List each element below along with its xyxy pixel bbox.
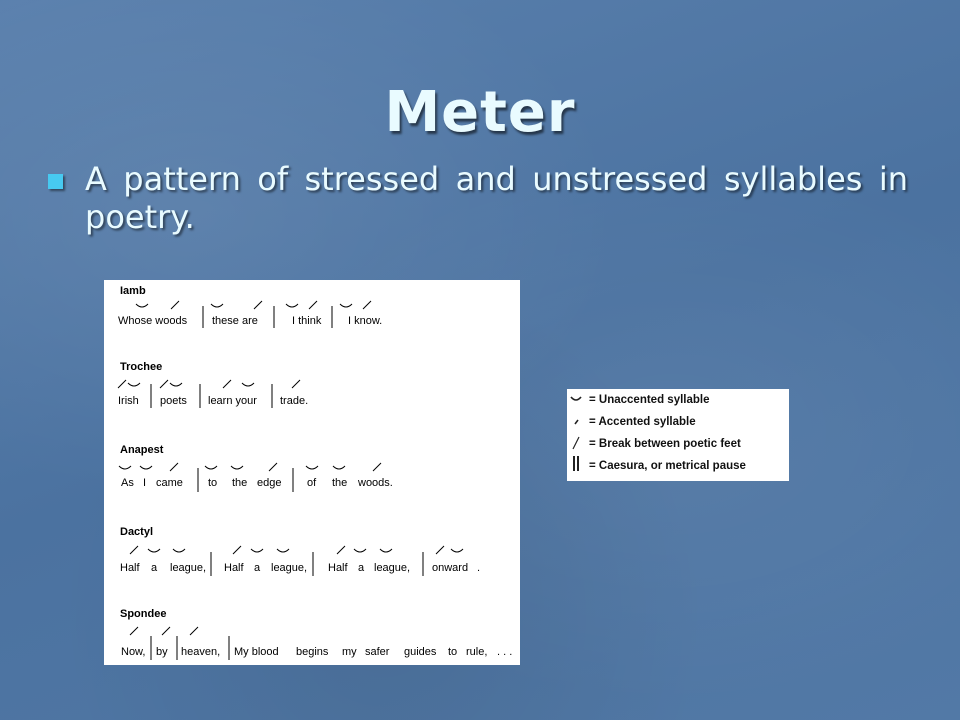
slide-title: Meter: [384, 80, 576, 145]
meter-examples-panel: [104, 280, 520, 665]
legend-figure: [567, 389, 789, 481]
unstressed-mark: [231, 466, 243, 469]
accented-symbol-icon: [575, 420, 578, 424]
trochee-foot: poets: [160, 395, 187, 407]
spondee-word: rule,: [466, 646, 488, 658]
stressed-mark: [190, 627, 198, 635]
stressed-mark: [162, 627, 170, 635]
dactyl-word: league,: [374, 562, 411, 574]
stressed-mark: [170, 463, 178, 471]
anapest-word: As: [121, 477, 134, 489]
stressed-mark: [171, 301, 179, 309]
stressed-mark: [223, 380, 231, 388]
stressed-mark: [292, 380, 300, 388]
trochee-foot: learn your: [208, 395, 257, 407]
stressed-mark: [436, 546, 444, 554]
unstressed-mark: [333, 466, 345, 469]
anapest-word: woods.: [358, 477, 393, 489]
anapest-word: the: [232, 477, 248, 489]
stressed-mark: [160, 380, 168, 388]
unstressed-mark: [306, 466, 318, 469]
unstressed-mark: [140, 466, 152, 469]
anapest-word: I: [143, 477, 147, 489]
meter-examples-figure: [104, 280, 520, 665]
dactyl-word: Half: [120, 562, 140, 574]
spondee-word: My blood: [234, 646, 279, 658]
anapest-heading: Anapest: [120, 444, 164, 456]
unstressed-mark: [277, 549, 289, 552]
stressed-mark: [233, 546, 241, 554]
unstressed-mark: [242, 383, 254, 386]
anapest-word: to: [208, 477, 218, 489]
dactyl-heading: Dactyl: [120, 526, 154, 538]
stressed-mark: [130, 627, 138, 635]
unstressed-mark: [340, 304, 352, 307]
anapest-word: of: [307, 477, 317, 489]
spondee-word: my: [342, 646, 357, 658]
iamb-foot: Whose woods: [118, 315, 188, 327]
unstressed-mark: [380, 549, 392, 552]
spondee-word: by: [156, 646, 168, 658]
stressed-mark: [309, 301, 317, 309]
spondee-word: safer: [365, 646, 390, 658]
anapest-word: came: [156, 477, 183, 489]
dactyl-word: .: [477, 562, 481, 574]
unstressed-mark: [211, 304, 223, 307]
trochee-foot: Irish: [118, 395, 139, 407]
stressed-mark: [269, 463, 277, 471]
stressed-mark: [130, 546, 138, 554]
spondee-word: guides: [404, 646, 437, 658]
unaccented-symbol-icon: [571, 397, 581, 400]
stressed-mark: [254, 301, 262, 309]
unstressed-mark: [148, 549, 160, 552]
spondee-heading: Spondee: [120, 608, 167, 620]
anapest-word: the: [332, 477, 348, 489]
spondee-word: . . .: [497, 646, 513, 658]
spondee-word: to: [448, 646, 458, 658]
unstressed-mark: [286, 304, 298, 307]
spondee-word: heaven,: [181, 646, 221, 658]
unstressed-mark: [251, 549, 263, 552]
unstressed-mark: [128, 383, 140, 386]
unstressed-mark: [173, 549, 185, 552]
scansion-legend: [567, 389, 789, 481]
unstressed-mark: [354, 549, 366, 552]
unstressed-mark: [136, 304, 148, 307]
legend-label: = Break between poetic feet: [589, 438, 741, 450]
unstressed-mark: [170, 383, 182, 386]
unstressed-mark: [205, 466, 217, 469]
unstressed-mark: [119, 466, 131, 469]
trochee-heading: Trochee: [120, 361, 163, 373]
iamb-foot: I know.: [348, 315, 383, 327]
dactyl-word: Half: [224, 562, 244, 574]
bullet-square-icon: [48, 174, 63, 189]
stressed-mark: [373, 463, 381, 471]
unstressed-mark: [451, 549, 463, 552]
anapest-word: edge: [257, 477, 282, 489]
dactyl-word: league,: [271, 562, 308, 574]
dactyl-word: league,: [170, 562, 207, 574]
iamb-foot: these are: [212, 315, 258, 327]
iamb-foot: I think: [292, 315, 322, 327]
stressed-mark: [337, 546, 345, 554]
bullet-text: A pattern of stressed and unstressed syllables in poetry.: [85, 160, 908, 236]
spondee-word: begins: [296, 646, 329, 658]
iamb-heading: Iamb: [120, 285, 146, 297]
stressed-mark: [118, 380, 126, 388]
dactyl-word: a: [254, 562, 261, 574]
trochee-foot: trade.: [280, 395, 309, 407]
spondee-word: Now,: [121, 646, 146, 658]
bullet-item: [48, 160, 908, 236]
legend-label: = Unaccented syllable: [589, 394, 710, 406]
legend-label: = Accented syllable: [589, 416, 696, 428]
dactyl-word: a: [151, 562, 158, 574]
foot-break-symbol-icon: [573, 437, 579, 449]
dactyl-word: onward: [432, 562, 469, 574]
dactyl-word: Half: [328, 562, 348, 574]
dactyl-word: a: [358, 562, 365, 574]
legend-label: = Caesura, or metrical pause: [589, 460, 746, 472]
stressed-mark: [363, 301, 371, 309]
